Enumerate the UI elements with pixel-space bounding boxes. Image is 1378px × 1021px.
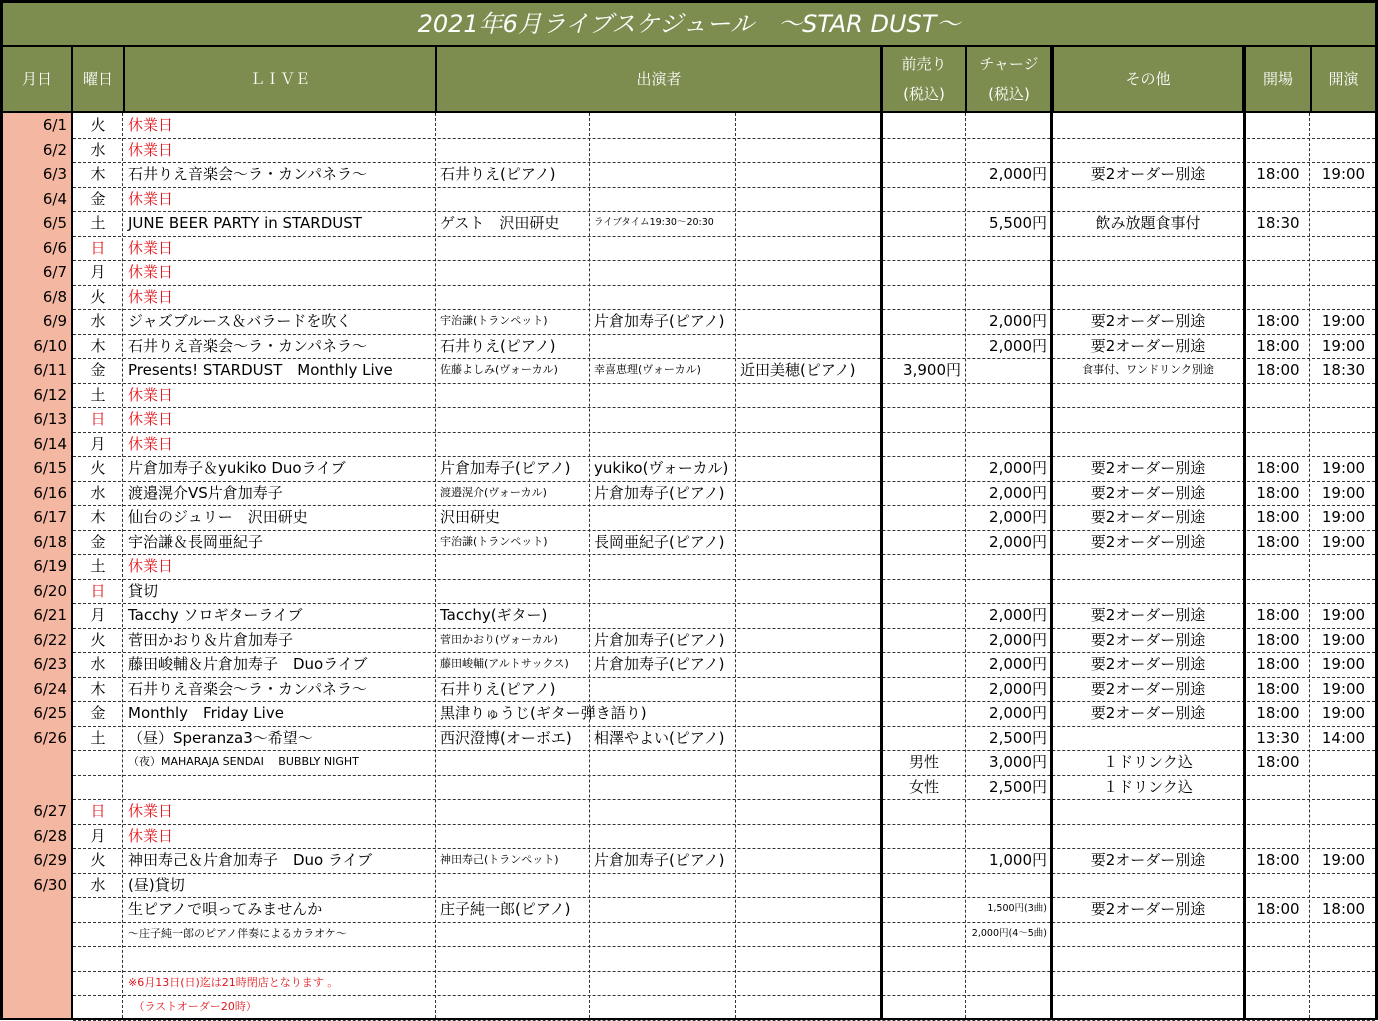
live-title-cell: 神田寿己＆片倉加寿子 Duo ライブ [128, 851, 373, 869]
other-note-cell: １ドリンク込 [1103, 753, 1193, 771]
live-title-cell: 休業日 [128, 434, 174, 453]
performer-cell: Tacchy(ギター) [440, 606, 548, 624]
date-cell: 6/19 [33, 557, 67, 575]
live-title-cell: Presents! STARDUST Monthly Live [128, 361, 393, 379]
performer-cell: 長岡亜紀子(ピアノ) [594, 532, 725, 551]
date-cell: 6/16 [33, 483, 67, 502]
other-note-cell: １ドリンク込 [1103, 777, 1193, 796]
charge-cell: 2,000円 [989, 483, 1047, 502]
header-charge-line1: チャージ [979, 55, 1039, 73]
performer-cell: 西沢澄博(オーボエ) [440, 728, 572, 747]
column-divider [1309, 113, 1310, 1018]
start-time-cell: 19:00 [1321, 630, 1366, 649]
open-time-cell: 18:00 [1256, 483, 1300, 502]
open-time-cell: 18:00 [1256, 532, 1300, 551]
dow-cell: 金 [90, 532, 106, 551]
live-title-cell: 貸切 [128, 581, 159, 600]
header-open: 開場 [1246, 47, 1310, 111]
charge-cell: 2,000円 [989, 165, 1047, 183]
other-note-cell: 食事付、ワンドリンク別途 [1082, 363, 1214, 376]
other-note-cell: 飲み放題食事付 [1095, 214, 1201, 232]
other-note-cell: 要2オーダー別途 [1090, 532, 1206, 551]
performer-cell: 片倉加寿子(ピアノ) [594, 483, 725, 502]
live-title-cell: Monthly Friday Live [128, 704, 284, 722]
performer-cell: 近田美穂(ピアノ) [740, 361, 856, 379]
performer-cell: 宇治謙(トランペット) [440, 534, 548, 548]
open-time-cell: 18:30 [1256, 214, 1300, 232]
date-cell: 6/5 [42, 214, 67, 232]
charge-cell: 2,000円 [989, 459, 1047, 477]
other-note-cell: 要2オーダー別途 [1090, 483, 1206, 502]
dow-cell: 土 [90, 214, 106, 232]
column-border [1243, 47, 1246, 1018]
dow-cell: 水 [90, 483, 106, 502]
live-title-cell: JUNE BEER PARTY in STARDUST [128, 214, 362, 232]
date-cell: 6/13 [33, 410, 67, 428]
dow-cell: 木 [90, 508, 106, 526]
live-title-cell: 休業日 [128, 263, 174, 281]
start-time-cell: 19:00 [1321, 606, 1366, 624]
date-cell: 6/26 [33, 728, 67, 747]
performer-cell: 片倉加寿子(ピアノ) [594, 630, 725, 649]
other-note-cell: 要2オーダー別途 [1090, 655, 1206, 673]
header-date: 月日 [3, 47, 71, 111]
row-divider [73, 946, 1375, 947]
live-title-cell: 生ピアノで唄ってみませんか [128, 900, 323, 918]
start-time-cell: 19:00 [1321, 655, 1366, 673]
header-advance-line2: (税込) [903, 85, 945, 103]
date-cell: 6/18 [33, 532, 67, 551]
start-time-cell: 19:00 [1321, 704, 1366, 722]
other-note-cell: 要2オーダー別途 [1090, 630, 1206, 649]
performer-cell: 庄子純一郎(ピアノ) [440, 900, 571, 918]
performer-cell: 宇治謙(トランペット) [440, 314, 548, 327]
header-advance-line1: 前売り [901, 55, 947, 73]
date-cell: 6/24 [33, 679, 67, 698]
open-time-cell: 18:00 [1256, 459, 1300, 477]
open-time-cell: 18:00 [1256, 336, 1300, 355]
date-cell: 6/21 [33, 606, 67, 624]
start-time-cell: 19:00 [1321, 532, 1366, 551]
start-time-cell: 19:00 [1321, 336, 1366, 355]
dow-cell: 金 [90, 361, 106, 379]
charge-cell: 5,500円 [989, 214, 1047, 232]
dow-cell: 日 [90, 581, 106, 600]
dow-cell: 月 [90, 434, 106, 453]
performer-cell: 石井りえ(ピアノ) [440, 679, 556, 698]
open-time-cell: 18:00 [1256, 630, 1300, 649]
performer-cell: 片倉加寿子(ピアノ) [594, 851, 725, 869]
performer-cell: 沢田研史 [440, 508, 501, 526]
dow-cell: 水 [90, 655, 106, 673]
live-title-cell: 休業日 [128, 802, 174, 820]
charge-cell: 2,000円 [989, 606, 1047, 624]
header-advance [883, 47, 965, 111]
open-time-cell: 13:30 [1256, 728, 1300, 747]
live-title-cell: 休業日 [128, 385, 174, 404]
other-note-cell: 要2オーダー別途 [1090, 508, 1206, 526]
charge-cell: 2,500円 [989, 728, 1047, 747]
open-time-cell: 18:00 [1256, 753, 1300, 771]
date-cell: 6/23 [33, 655, 67, 673]
dow-cell: 火 [90, 459, 106, 477]
charge-cell: 3,000円 [989, 753, 1047, 771]
charge-cell: 2,000円 [989, 630, 1047, 649]
performer-cell: 渡邉滉介(ヴォーカル) [440, 485, 547, 499]
charge-cell: 2,000円 [989, 655, 1047, 673]
date-cell: 6/4 [42, 189, 67, 208]
live-title-cell: Tacchy ソロギターライブ [128, 606, 303, 624]
column-border [880, 47, 883, 1018]
performer-cell: 片倉加寿子(ピアノ) [440, 459, 571, 477]
other-note-cell: 要2オーダー別途 [1090, 679, 1206, 698]
start-time-cell: 19:00 [1321, 851, 1366, 869]
open-time-cell: 18:00 [1256, 679, 1300, 698]
date-cell: 6/7 [42, 263, 67, 281]
date-cell: 6/2 [42, 140, 67, 159]
live-title-cell: 石井りえ音楽会～ラ・カンパネラ～ [128, 336, 367, 355]
dow-cell: 水 [90, 312, 106, 330]
other-note-cell: 要2オーダー別途 [1090, 704, 1206, 722]
date-cell: 6/30 [33, 875, 67, 894]
header-other: その他 [1054, 47, 1242, 111]
open-time-cell: 18:00 [1256, 655, 1300, 673]
live-title-cell: ※6月13日(日)迄は21時閉店となります 。 [128, 975, 339, 989]
other-note-cell: 要2オーダー別途 [1090, 312, 1206, 330]
live-title-cell: 休業日 [128, 287, 174, 306]
header-charge [967, 47, 1051, 111]
live-title-cell: ～庄子純一郎のピアノ伴奏によるカラオケ～ [128, 926, 347, 940]
charge-cell: 2,000円 [989, 508, 1047, 526]
column-border [71, 113, 73, 1018]
dow-cell: 木 [90, 165, 106, 183]
header-start: 開演 [1312, 47, 1375, 111]
performer-cell: 石井りえ(ピアノ) [440, 336, 556, 355]
live-title-cell: （昼）Speranza3～希望～ [128, 728, 313, 747]
performer-cell: 藤田峻輔(アルトサックス) [440, 657, 569, 670]
dow-cell: 金 [90, 189, 106, 208]
live-title-cell: （ラストオーダー20時） [128, 1000, 257, 1013]
open-time-cell: 18:00 [1256, 606, 1300, 624]
live-title-cell: （夜）MAHARAJA SENDAI BUBBLY NIGHT [128, 755, 359, 768]
charge-cell: 2,000円(4～5曲) [971, 927, 1047, 939]
live-title-cell: 休業日 [128, 238, 174, 257]
charge-cell: 2,500円 [989, 777, 1047, 796]
start-time-cell: 19:00 [1321, 483, 1366, 502]
performer-cell: ゲスト 沢田研史 [440, 214, 560, 232]
charge-cell: 2,000円 [989, 679, 1047, 698]
charge-cell: 2,000円 [989, 704, 1047, 722]
dow-cell: 木 [90, 336, 106, 355]
date-cell: 6/9 [42, 312, 67, 330]
live-title-cell: 休業日 [128, 826, 174, 845]
live-title-cell: 渡邉滉介VS片倉加寿子 [128, 483, 283, 502]
dow-cell: 日 [90, 238, 106, 257]
other-note-cell: 要2オーダー別途 [1090, 606, 1206, 624]
live-title-cell: 宇治謙＆長岡亜紀子 [128, 532, 264, 551]
start-time-cell: 18:30 [1321, 361, 1366, 379]
dow-cell: 木 [90, 679, 106, 698]
date-cell: 6/11 [33, 361, 67, 379]
column-divider [122, 113, 123, 1018]
open-time-cell: 18:00 [1256, 361, 1300, 379]
live-title-cell: 石井りえ音楽会～ラ・カンパネラ～ [128, 165, 367, 183]
date-cell: 6/15 [33, 459, 67, 477]
start-time-cell: 18:00 [1321, 900, 1366, 918]
header-performers: 出演者 [437, 47, 881, 111]
dow-cell: 土 [90, 557, 106, 575]
performer-cell: 片倉加寿子(ピアノ) [594, 312, 725, 330]
date-cell: 6/12 [33, 385, 67, 404]
other-note-cell: 要2オーダー別途 [1090, 165, 1206, 183]
column-border [1050, 47, 1053, 1018]
dow-cell: 月 [90, 606, 106, 624]
column-divider [735, 113, 736, 1018]
date-cell: 6/6 [42, 238, 67, 257]
column-divider [965, 113, 966, 1018]
performer-cell: yukiko(ヴォーカル) [594, 459, 729, 477]
performer-cell: ライブタイム19:30～20:30 [594, 217, 714, 228]
performer-cell: 片倉加寿子(ピアノ) [594, 655, 725, 673]
date-cell: 6/25 [33, 704, 67, 722]
dow-cell: 月 [90, 826, 106, 845]
live-title-cell: 休業日 [128, 189, 174, 208]
other-note-cell: 要2オーダー別途 [1090, 459, 1206, 477]
dow-cell: 月 [90, 263, 106, 281]
charge-cell: 2,000円 [989, 336, 1047, 355]
live-title-cell: 石井りえ音楽会～ラ・カンパネラ～ [128, 679, 367, 698]
header-live: ＬＩＶＥ [125, 47, 435, 111]
live-title-cell: ジャズブルース＆バラードを吹く [128, 312, 352, 330]
live-title-cell: 休業日 [128, 557, 174, 575]
date-cell: 6/3 [42, 165, 67, 183]
date-cell: 6/22 [33, 630, 67, 649]
start-time-cell: 19:00 [1321, 312, 1366, 330]
performer-cell: 神田寿己(トランペット) [440, 853, 559, 866]
live-title-cell: 休業日 [128, 140, 174, 159]
advance-price-cell: 3,900円 [903, 361, 961, 379]
dow-cell: 火 [90, 287, 106, 306]
live-title-cell: 菅田かおり＆片倉加寿子 [128, 630, 294, 649]
date-cell: 6/14 [33, 434, 67, 453]
dow-cell: 日 [90, 802, 106, 820]
open-time-cell: 18:00 [1256, 508, 1300, 526]
start-time-cell: 19:00 [1321, 508, 1366, 526]
date-cell: 6/8 [42, 287, 67, 306]
start-time-cell: 19:00 [1321, 165, 1366, 183]
live-title-cell: 片倉加寿子＆yukiko Duoライブ [128, 459, 346, 477]
dow-cell: 火 [90, 851, 106, 869]
column-divider [435, 113, 436, 1018]
dow-cell: 土 [90, 385, 106, 404]
performer-cell: 菅田かおり(ヴォーカル) [440, 632, 558, 646]
dow-cell: 水 [90, 875, 106, 894]
other-note-cell: 要2オーダー別途 [1090, 336, 1206, 355]
other-note-cell: 要2オーダー別途 [1090, 851, 1206, 869]
other-note-cell: 要2オーダー別途 [1090, 900, 1206, 918]
header-row [3, 47, 1375, 111]
charge-cell: 1,500円(3曲) [987, 903, 1047, 914]
open-time-cell: 18:00 [1256, 165, 1300, 183]
open-time-cell: 18:00 [1256, 312, 1300, 330]
header-dow: 曜日 [73, 47, 123, 111]
advance-price-cell: 女性 [908, 777, 939, 796]
performer-cell: 相澤やよい(ピアノ) [594, 728, 725, 747]
start-time-cell: 14:00 [1321, 728, 1366, 747]
charge-cell: 2,000円 [989, 312, 1047, 330]
date-cell: 6/28 [33, 826, 67, 845]
live-title-cell: 藤田峻輔＆片倉加寿子 Duoライブ [128, 655, 368, 673]
live-title-cell: 仙台のジュリー 沢田研史 [128, 508, 308, 526]
date-cell: 6/10 [33, 336, 67, 355]
charge-cell: 1,000円 [989, 851, 1047, 869]
dow-cell: 金 [90, 704, 106, 722]
dow-cell: 日 [90, 410, 106, 428]
open-time-cell: 18:00 [1256, 704, 1300, 722]
performer-cell: 黒津りゅうじ(ギター弾き語り) [440, 704, 647, 722]
advance-price-cell: 男性 [908, 753, 939, 771]
performer-cell: 石井りえ(ピアノ) [440, 165, 556, 183]
performer-cell: 佐藤よしみ(ヴォーカル) [440, 363, 558, 376]
date-cell: 6/20 [33, 581, 67, 600]
date-cell: 6/27 [33, 802, 67, 820]
charge-cell: 2,000円 [989, 532, 1047, 551]
start-time-cell: 19:00 [1321, 459, 1366, 477]
date-cell: 6/29 [33, 851, 67, 869]
column-divider [589, 113, 590, 1018]
date-cell: 6/1 [42, 116, 67, 134]
dow-cell: 火 [90, 630, 106, 649]
live-title-cell: 休業日 [128, 410, 174, 428]
live-title-cell: (昼)貸切 [128, 875, 185, 894]
start-time-cell: 19:00 [1321, 679, 1366, 698]
header-charge-line2: (税込) [988, 85, 1030, 103]
open-time-cell: 18:00 [1256, 900, 1300, 918]
date-cell: 6/17 [33, 508, 67, 526]
dow-cell: 水 [90, 140, 106, 159]
dow-cell: 土 [90, 728, 106, 747]
live-title-cell: 休業日 [128, 116, 174, 134]
dow-cell: 火 [90, 116, 106, 134]
performer-cell: 幸喜恵理(ヴォーカル) [594, 363, 701, 376]
page-title: 2021年6月ライブスケジュール ～STAR DUST～ [3, 3, 1375, 45]
open-time-cell: 18:00 [1256, 851, 1300, 869]
